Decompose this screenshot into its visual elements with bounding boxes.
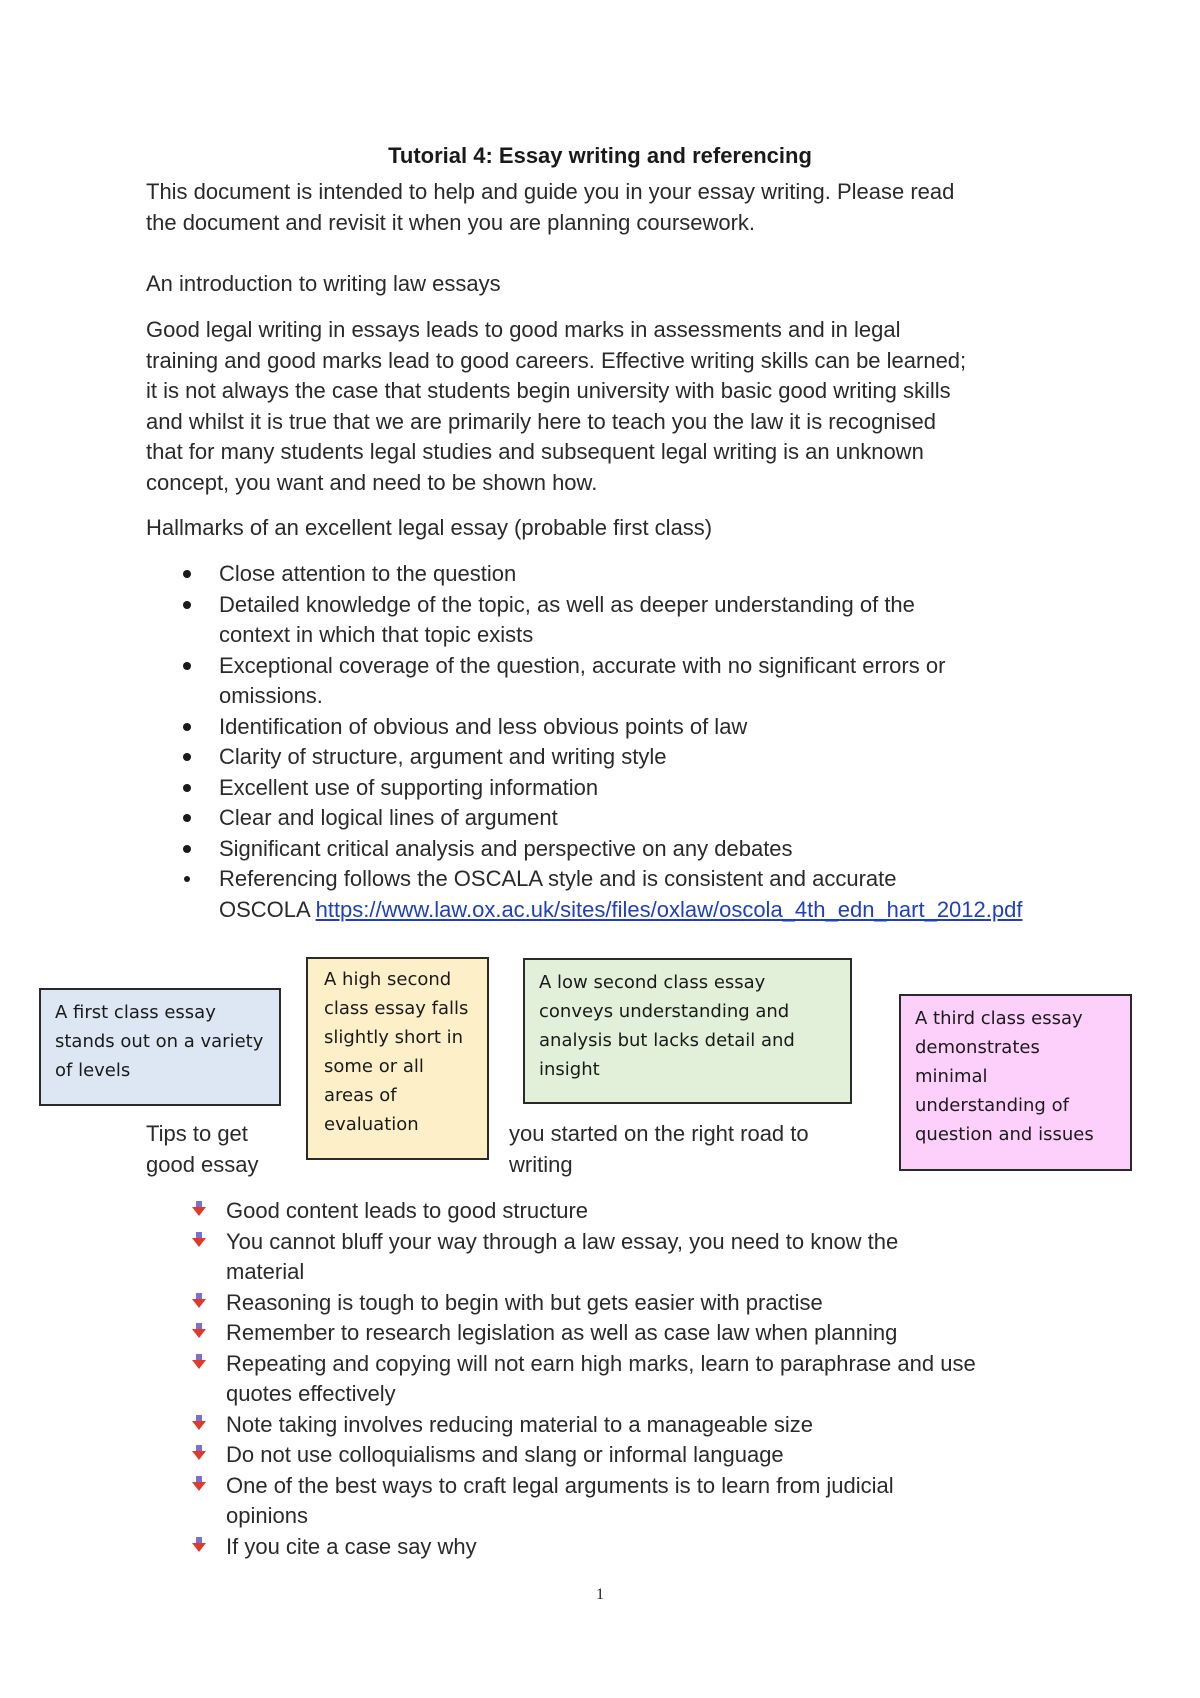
arrow-down-icon [192,1293,206,1309]
body-line: concept, you want and need to be shown how. [146,469,598,495]
bullet-icon [183,814,191,822]
body-line: training and good marks lead to good careers. Effective writing skills can be learned; [146,347,967,373]
bullet-icon [183,723,191,731]
page-title: Tutorial 4: Essay writing and referencing [388,143,812,168]
list-item: Significant critical analysis and perspective on any debates [180,834,1080,865]
bullet-icon [183,662,191,670]
bullet-icon [183,570,191,578]
hallmarks-list [180,559,1080,925]
high-second-box: A high second class essay falls slightly short in some or all areas of evaluation [306,957,489,1160]
list-item: Remember to research legislation as well as case law when planning [190,1318,1090,1349]
arrow-down-icon [192,1354,206,1370]
low-second-box: A low second class essay conveys understanding and analysis but lacks detail and insight [523,958,852,1104]
tips-intro-right: you started on the right road to writing [509,1121,809,1177]
intro-line: This document is intended to help and guide you in your essay writing. Please read [146,179,955,204]
list-item: If you cite a case say why [190,1532,1090,1563]
body-line: it is not always the case that students begin university with basic good writing skills [146,378,951,403]
list-item: Clear and logical lines of argument [180,803,1080,834]
arrow-down-icon [192,1415,206,1431]
arrow-down-icon [192,1445,206,1461]
page-number: 1 [596,1586,604,1603]
list-item: Do not use colloquialisms and slang or informal language [190,1440,1090,1471]
intro-line: the document and revisit it when you are planning coursework. [146,209,756,235]
list-item: Excellent use of supporting information [180,773,1080,804]
arrow-down-icon [192,1323,206,1339]
list-item: Clarity of structure, argument and writing style [180,742,1080,773]
list-item: Note taking involves reducing material to a manageable size [190,1410,1090,1441]
tips-intro-left: Tips to get good essay [146,1121,259,1177]
list-item: One of the best ways to craft legal arguments is to learn from judicial opinions [190,1471,1090,1532]
arrow-down-icon [192,1537,206,1553]
oscola-link[interactable]: https://www.law.ox.ac.uk/sites/files/oxlaw/oscola_4th_edn_hart_2012.pdf [315,896,1023,922]
body-line: that for many students legal studies and subsequent legal writing is an unknown [146,439,924,464]
intro-paragraph [146,177,1076,238]
tips-list [190,1196,1090,1562]
body-paragraph [146,315,1076,498]
third-class-box: A third class essay demonstrates minimal understanding of question and issues [899,994,1132,1171]
list-item: Repeating and copying will not earn high marks, learn to paraphrase and use quotes effectively [190,1349,1090,1410]
list-item: Exceptional coverage of the question, accurate with no significant errors or omissions. [180,651,1080,712]
body-line: Good legal writing in essays leads to good marks in assessments and in legal [146,317,901,342]
list-item: Close attention to the question [180,559,1080,590]
bullet-icon [183,753,191,761]
section-heading-intro: An introduction to writing law essays [146,271,501,296]
bullet-icon [183,845,191,853]
first-class-box: A first class essay stands out on a variety of levels [39,988,281,1106]
list-item: You cannot bluff your way through a law essay, you need to know the material [190,1227,1090,1288]
bullet-icon [184,876,190,882]
list-item: Good content leads to good structure [190,1196,1090,1227]
list-item: Reasoning is tough to begin with but gets easier with practise [190,1288,1090,1319]
bullet-icon [183,784,191,792]
arrow-down-icon [192,1201,206,1217]
body-line: and whilst it is true that we are primarily here to teach you the law it is recognised [146,408,936,434]
list-item-referencing: Referencing follows the OSCALA style and is consistent and accurate OSCOLA https://www.law.ox.ac.uk/sites/files/oxlaw/oscola_4th_edn_hart_2012.pdf [180,864,1080,925]
list-item: Detailed knowledge of the topic, as well as deeper understanding of the context in which that topic exists [180,590,1080,651]
arrow-down-icon [192,1232,206,1248]
arrow-down-icon [192,1476,206,1492]
bullet-icon [183,601,191,609]
section-heading-hallmarks: Hallmarks of an excellent legal essay (probable first class) [146,515,713,540]
list-item: Identification of obvious and less obvious points of law [180,712,1080,743]
